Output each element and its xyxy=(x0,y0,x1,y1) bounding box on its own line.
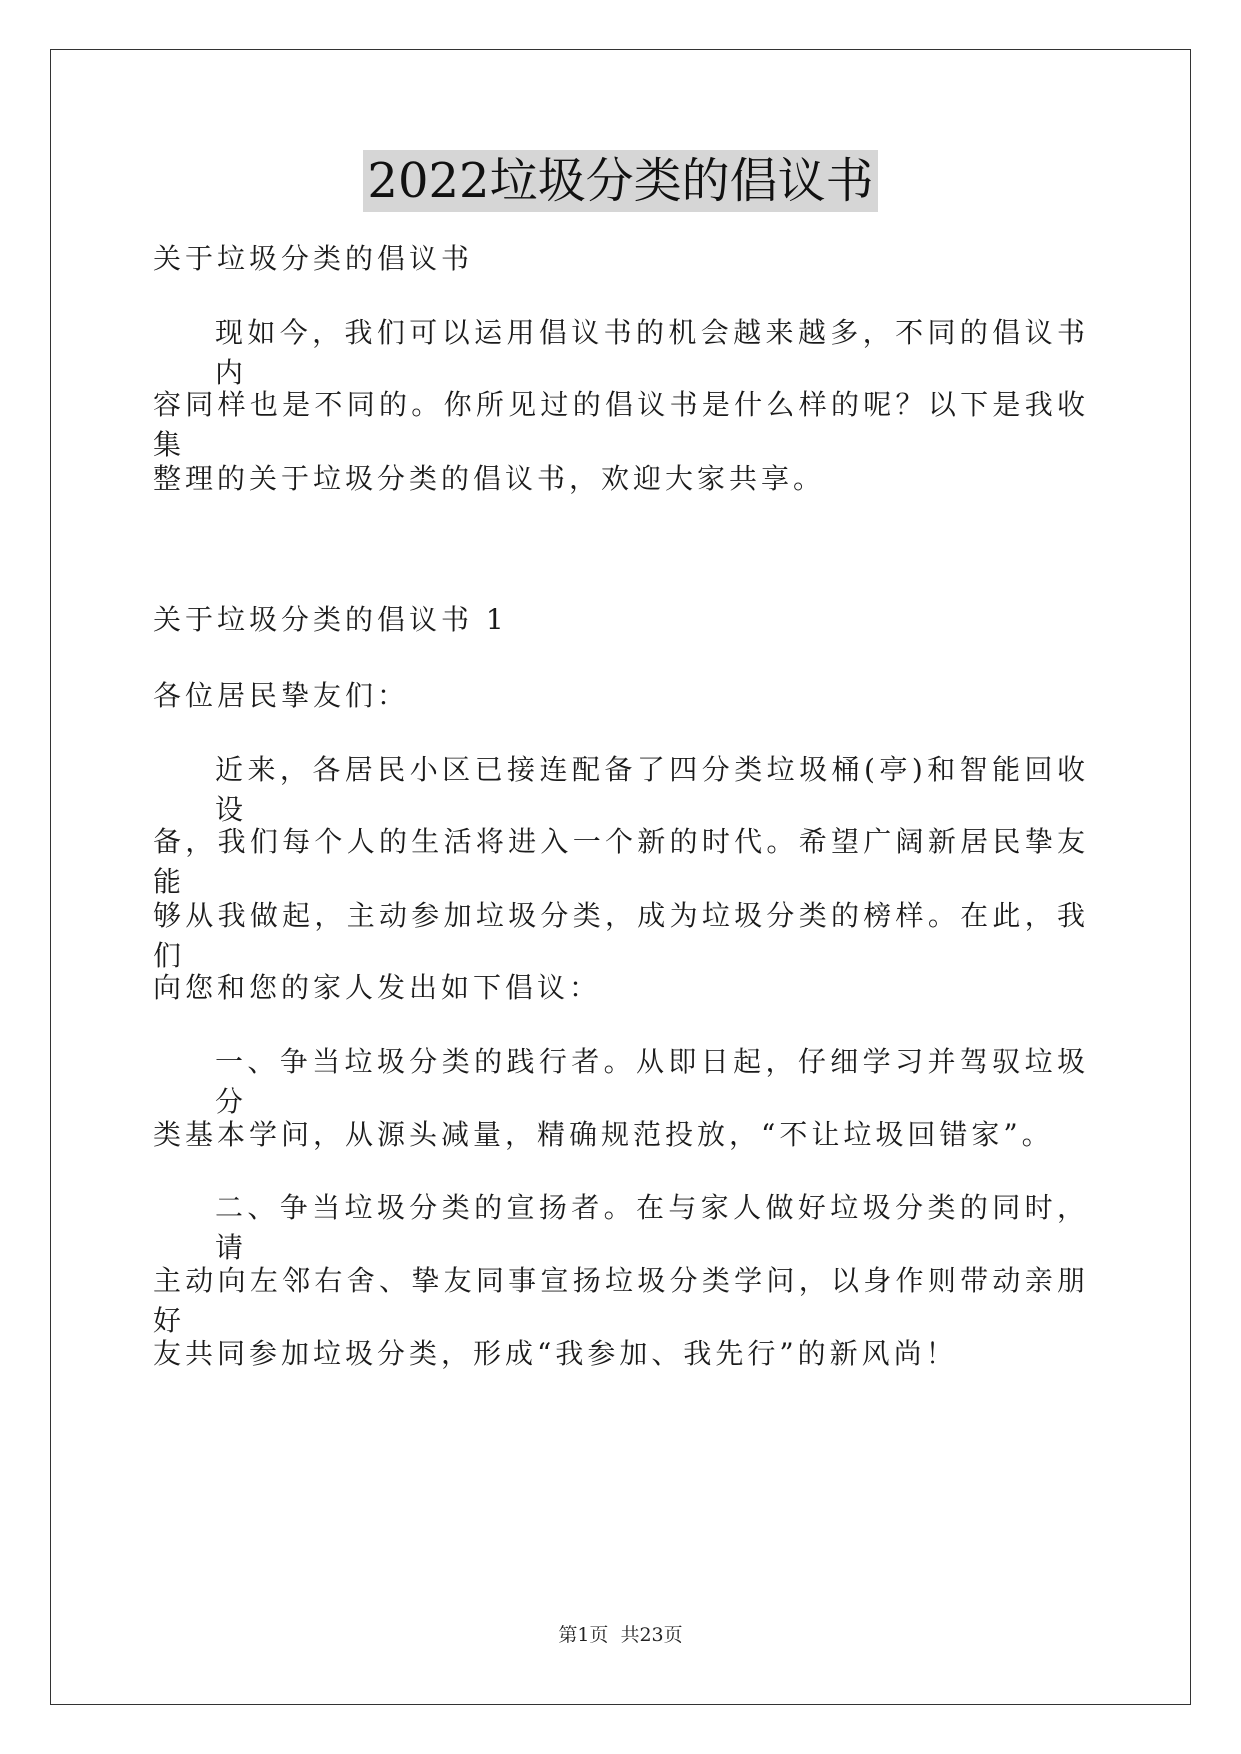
document-title: 2022垃圾分类的倡议书 xyxy=(363,150,877,212)
paragraph-line: 主动向左邻右舍、挚友同事宣扬垃圾分类学问，以身作则带动亲朋好 xyxy=(153,1264,1089,1337)
paragraph-line: 容同样也是不同的。你所见过的倡议书是什么样的呢？以下是我收集 xyxy=(153,388,1089,461)
paragraph-line: 友共同参加垃圾分类，形成“我参加、我先行”的新风尚！ xyxy=(153,1337,958,1370)
paragraph-line: 整理的关于垃圾分类的倡议书，欢迎大家共享。 xyxy=(153,462,826,495)
paragraph-line: 一、争当垃圾分类的践行者。从即日起，仔细学习并驾驭垃圾分 xyxy=(215,1045,1089,1118)
paragraph-line: 够从我做起，主动参加垃圾分类，成为垃圾分类的榜样。在此，我们 xyxy=(153,899,1089,972)
title-container xyxy=(0,150,1241,212)
intro-heading: 关于垃圾分类的倡议书 xyxy=(153,242,474,275)
paragraph-line: 现如今，我们可以运用倡议书的机会越来越多，不同的倡议书内 xyxy=(215,316,1089,389)
paragraph-line: 二、争当垃圾分类的宣扬者。在与家人做好垃圾分类的同时，请 xyxy=(215,1191,1089,1264)
page-total: 共23页 xyxy=(620,1624,683,1646)
paragraph-line: 向您和您的家人发出如下倡议： xyxy=(153,971,602,1004)
section-heading: 关于垃圾分类的倡议书 1 xyxy=(153,603,508,636)
salutation: 各位居民挚友们： xyxy=(153,679,410,712)
paragraph-line: 备，我们每个人的生活将进入一个新的时代。希望广阔新居民挚友能 xyxy=(153,825,1089,898)
page-number: 第1页 xyxy=(558,1624,609,1646)
page-footer xyxy=(0,1622,1241,1648)
paragraph-line: 类基本学问，从源头减量，精确规范投放，“不让垃圾回错家”。 xyxy=(153,1118,1054,1151)
paragraph-line: 近来，各居民小区已接连配备了四分类垃圾桶(亭)和智能回收设 xyxy=(215,753,1089,826)
